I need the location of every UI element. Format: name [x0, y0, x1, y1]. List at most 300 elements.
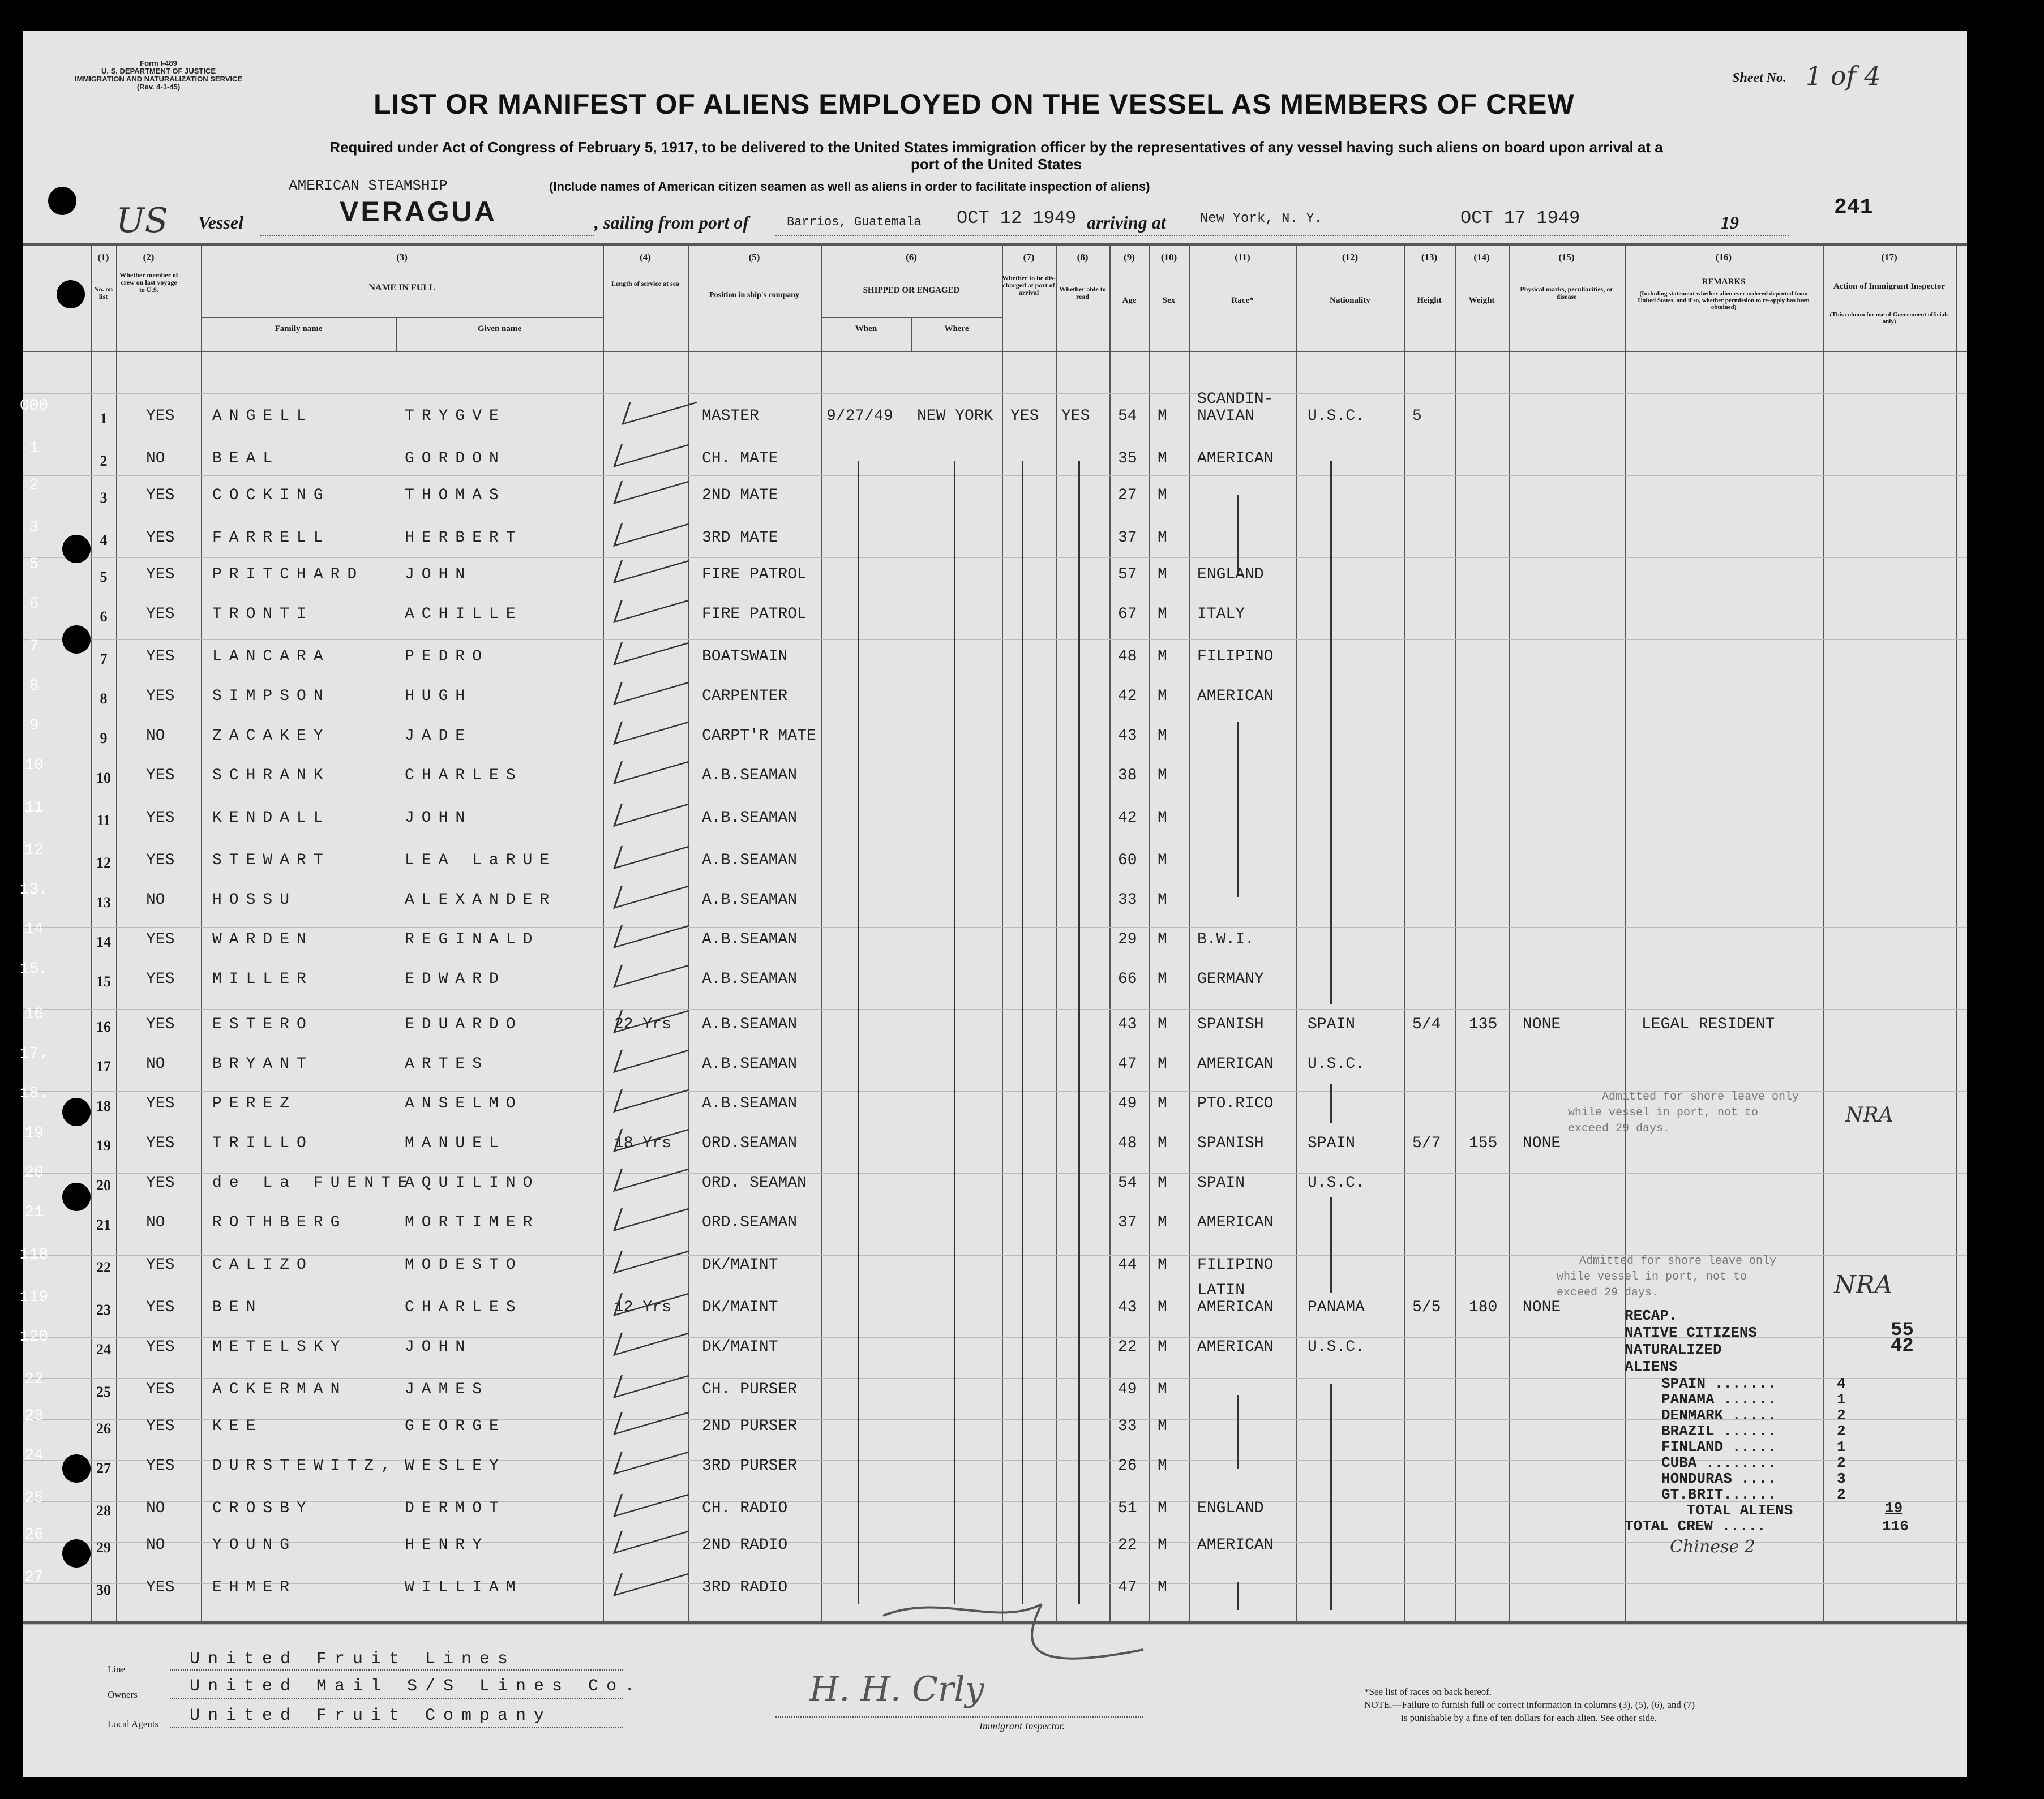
age-cell: 67 [1118, 606, 1137, 623]
age-cell: 54 [1118, 407, 1137, 425]
margin-number: 12 [24, 841, 44, 859]
col-num: (4) [640, 252, 651, 263]
sex-cell: M [1158, 1214, 1167, 1231]
last-voyage-cell: YES [146, 1174, 175, 1192]
row-number: 2 [100, 453, 108, 469]
row-number: 26 [96, 1420, 111, 1437]
col-num: (15) [1558, 252, 1575, 263]
race-cell: SPANISH [1197, 1135, 1264, 1152]
age-cell: 43 [1118, 1299, 1137, 1316]
weight-cell: 135 [1469, 1016, 1498, 1033]
sex-cell: M [1158, 1299, 1167, 1316]
sex-cell: M [1158, 606, 1167, 623]
margin-number: 2 [29, 476, 39, 494]
fine-note-2: is punishable by a fine of ten dollars for each alien. See other side. [1401, 1712, 1657, 1723]
agents-label: Local Agents [108, 1719, 159, 1729]
col-num: (16) [1715, 252, 1732, 263]
row-rule [23, 1173, 1967, 1174]
col-discharged-header: Whether to be dis-charged at port of arrival [1002, 274, 1056, 297]
sex-cell: M [1158, 852, 1167, 869]
nra-mark-1: NRA [1845, 1104, 1893, 1127]
last-voyage-cell: YES [146, 971, 175, 988]
check-mark [613, 943, 696, 988]
col-num: (9) [1124, 252, 1135, 263]
recap-item [1661, 1391, 1942, 1407]
family-name-cell: HOSSU [212, 891, 297, 909]
line-underline [170, 1669, 623, 1671]
recap-title: RECAP. [1625, 1307, 1678, 1324]
last-voyage-cell: YES [146, 1095, 175, 1113]
given-name-cell: TRYGVE [405, 407, 506, 425]
age-cell: 51 [1118, 1500, 1137, 1517]
table-top-border [23, 243, 1967, 246]
read-cell: YES [1061, 407, 1090, 425]
when-cell: 9/27/49 [826, 407, 893, 425]
position-cell: A.B.SEAMAN [702, 931, 798, 948]
family-name-cell: DURSTEWITZ, [212, 1457, 398, 1475]
given-name-cell: HUGH [405, 688, 473, 705]
given-name-cell: THOMAS [405, 487, 506, 504]
sex-cell: M [1158, 450, 1167, 467]
sex-cell: M [1158, 487, 1167, 504]
column-divider [1455, 243, 1456, 1621]
given-name-cell: WESLEY [405, 1457, 506, 1475]
last-voyage-cell: YES [146, 1016, 175, 1033]
inspector-signature: H. H. Crly [809, 1669, 984, 1709]
row-number: 10 [96, 770, 111, 786]
last-voyage-cell: YES [146, 1381, 175, 1398]
position-cell: 2ND RADIO [702, 1536, 788, 1554]
check-mark [613, 1229, 696, 1274]
row-number: 21 [96, 1217, 111, 1233]
family-name-cell: ROTHBERG [212, 1214, 348, 1231]
position-cell: MASTER [702, 407, 759, 425]
position-cell: ORD.SEAMAN [702, 1135, 798, 1152]
service-cell: 18 Yrs [614, 1135, 671, 1152]
agents-underline [170, 1727, 623, 1728]
check-mark [622, 380, 705, 425]
col-weight-header: Weight [1468, 296, 1495, 305]
race-cell: AMERICAN [1197, 1055, 1274, 1073]
recap-total-aliens-value: 19 [1885, 1500, 1903, 1517]
last-voyage-cell: YES [146, 767, 175, 784]
check-mark [613, 502, 696, 547]
margin-number: 17. [19, 1045, 49, 1063]
last-voyage-cell: YES [146, 1135, 175, 1152]
position-cell: DK/MAINT [702, 1256, 778, 1274]
recap-total-crew-label: TOTAL CREW ..... [1625, 1518, 1766, 1535]
weight-cell: 180 [1469, 1299, 1498, 1316]
family-name-cell: STEWART [212, 852, 331, 869]
recap-item-value: 1 [1837, 1439, 1846, 1455]
stamp-number: 241 [1834, 195, 1873, 220]
recap-items [1625, 1375, 1942, 1502]
subheader-divider [396, 317, 397, 351]
age-cell: 66 [1118, 971, 1137, 988]
note-line: while vessel in port, not to [1568, 1106, 1759, 1119]
age-cell: 29 [1118, 931, 1137, 948]
sail-date: OCT 12 1949 [957, 208, 1077, 229]
recap-item-label: SPAIN ....... [1661, 1375, 1776, 1392]
race-cell: NAVIAN [1197, 407, 1254, 425]
margin-number: 10 [24, 757, 44, 774]
ditto-line [1330, 1197, 1332, 1293]
agents-value: United Fruit Company [190, 1706, 552, 1725]
margin-number: 26 [24, 1526, 44, 1544]
margin-number: 120 [19, 1328, 49, 1346]
family-name-cell: MILLER [212, 971, 314, 988]
check-mark [613, 1354, 696, 1398]
arriving-label: arriving at [1087, 212, 1166, 233]
given-name-cell: HERBERT [405, 529, 523, 547]
margin-number: 5 [29, 556, 39, 573]
last-voyage-cell: YES [146, 1418, 175, 1435]
vessel-flag: AMERICAN STEAMSHIP [289, 177, 448, 194]
recap-item-label: CUBA ........ [1661, 1454, 1776, 1471]
row-number: 8 [100, 690, 108, 707]
given-name-cell: DERMOT [405, 1500, 506, 1517]
arrive-date: OCT 17 1949 [1460, 208, 1580, 229]
last-voyage-cell: NO [146, 891, 165, 909]
col-num: (13) [1421, 252, 1438, 263]
binder-hole [62, 625, 91, 654]
position-cell: A.B.SEAMAN [702, 1095, 798, 1113]
col-num: (5) [748, 252, 760, 263]
row-number: 11 [96, 812, 111, 828]
margin-number: 6 [29, 595, 39, 613]
column-divider [1956, 243, 1957, 1621]
last-voyage-cell: YES [146, 1457, 175, 1475]
inspector-label: Immigrant Inspector. [979, 1720, 1065, 1732]
given-name-cell: REGINALD [405, 931, 540, 948]
sex-cell: M [1158, 1579, 1167, 1596]
margin-number: 9 [29, 717, 39, 735]
ditto-line [1237, 722, 1239, 897]
position-cell: 3RD PURSER [702, 1457, 798, 1475]
recap-item [1661, 1454, 1942, 1470]
check-mark [613, 1311, 696, 1356]
col-num: (1) [97, 252, 109, 263]
inspector-underline [775, 1716, 1143, 1718]
given-name-cell: MORTIMER [405, 1214, 540, 1231]
race-cell: ENGLAND [1197, 1500, 1264, 1517]
race-cell: SPAIN [1197, 1174, 1245, 1192]
service: IMMIGRATION AND NATURALIZATION SERVICE [74, 75, 243, 83]
check-mark [613, 423, 696, 467]
check-mark [613, 1390, 696, 1435]
given-name-cell: AQUILINO [405, 1174, 540, 1192]
col-num: (10) [1160, 252, 1177, 263]
last-voyage-cell: YES [146, 688, 175, 705]
sheet-label: Sheet No. [1732, 71, 1786, 85]
check-mark [613, 621, 696, 665]
signature-flourish [872, 1582, 1155, 1684]
binder-hole [48, 187, 76, 215]
given-name-cell: HENRY [405, 1536, 490, 1554]
col-given-name-header: Given name [477, 324, 522, 333]
sex-cell: M [1158, 648, 1167, 665]
race-cell: AMERICAN [1197, 1338, 1274, 1356]
col-action-subheader: (This column for use of Government officials only) [1829, 311, 1949, 325]
nationality-cell: SPAIN [1308, 1135, 1356, 1152]
column-divider [1002, 243, 1003, 1621]
column-divider [603, 243, 604, 1621]
family-name-cell: EHMER [212, 1579, 297, 1596]
family-name-cell: ZACAKEY [212, 727, 331, 745]
recap-item [1661, 1407, 1942, 1423]
note-line: exceed 29 days. [1568, 1122, 1670, 1135]
col-nationality-header: Nationality [1330, 296, 1370, 305]
column-divider [91, 243, 92, 1621]
family-name-cell: METELSKY [212, 1338, 348, 1356]
given-name-cell: JOHN [405, 566, 473, 583]
subtitle-include: (Include names of American citizen seamen as well as aliens in order to facilitate inspection of aliens) [549, 179, 1150, 194]
row-number: 23 [96, 1302, 111, 1318]
family-name-cell: CALIZO [212, 1256, 314, 1274]
recap-naturalized-label: NATURALIZED [1625, 1341, 1722, 1358]
family-name-cell: SCHRANK [212, 767, 331, 784]
race-footnote: *See list of races on back hereof. [1364, 1686, 1492, 1697]
ditto-line [954, 461, 955, 1604]
check-mark [613, 825, 696, 869]
position-cell: 2ND PURSER [702, 1418, 798, 1435]
given-name-cell: LEA LaRUE [405, 852, 557, 869]
row-number: 22 [96, 1259, 111, 1276]
position-cell: A.B.SEAMAN [702, 852, 798, 869]
recap-item-label: BRAZIL ...... [1661, 1423, 1776, 1440]
row-number: 12 [96, 855, 111, 871]
row-number: 6 [100, 608, 108, 625]
binder-hole [62, 535, 91, 563]
sailing-label: , sailing from port of [594, 212, 749, 233]
row-rule [23, 927, 1967, 928]
given-name-cell: MANUEL [405, 1135, 506, 1152]
note-line: while vessel in port, not to [1557, 1270, 1747, 1283]
age-cell: 33 [1118, 891, 1137, 909]
recap-item-label: GT.BRIT...... [1661, 1486, 1776, 1503]
recap-chinese-note: Chinese 2 [1670, 1537, 1755, 1557]
position-cell: 2ND MATE [702, 487, 778, 504]
recap-item-value: 1 [1837, 1391, 1846, 1408]
binder-hole [57, 280, 85, 308]
age-cell: 47 [1118, 1055, 1137, 1073]
recap-item-label: HONDURAS .... [1661, 1470, 1776, 1487]
recap-item [1661, 1439, 1942, 1454]
given-name-cell: PEDRO [405, 648, 490, 665]
row-number: 5 [100, 569, 108, 585]
given-name-cell: ANSELMO [405, 1095, 523, 1113]
family-name-cell: TRILLO [212, 1135, 314, 1152]
family-name-cell: de La FUENTE [212, 1174, 415, 1192]
col-num: (2) [143, 252, 155, 263]
age-cell: 27 [1118, 487, 1137, 504]
sex-cell: M [1158, 971, 1167, 988]
row-rule [23, 1009, 1967, 1010]
margin-number: 15. [19, 960, 49, 978]
row-number: 16 [96, 1019, 111, 1035]
family-name-cell: LANCARA [212, 648, 331, 665]
col-num: (12) [1342, 252, 1359, 263]
row-number: 13 [96, 894, 111, 911]
check-mark [613, 904, 696, 948]
last-voyage-cell: YES [146, 1256, 175, 1274]
route-underline [775, 235, 1789, 236]
race-cell: AMERICAN [1197, 688, 1274, 705]
race-cell: ENGLAND [1197, 566, 1264, 583]
position-cell: 3RD MATE [702, 529, 778, 547]
sex-cell: M [1158, 1095, 1167, 1113]
family-name-cell: BEN [212, 1299, 263, 1316]
check-mark [613, 460, 696, 504]
shore-leave-note-2 [1557, 1253, 1776, 1301]
position-cell: CH. MATE [702, 450, 778, 467]
service-cell: 12 Yrs [614, 1299, 671, 1316]
last-voyage-cell: YES [146, 407, 175, 425]
row-number: 7 [100, 651, 108, 667]
column-divider [1109, 243, 1111, 1621]
family-name-cell: KEE [212, 1418, 263, 1435]
check-mark [613, 578, 696, 623]
age-cell: 37 [1118, 529, 1137, 547]
position-cell: ORD.SEAMAN [702, 1214, 798, 1231]
age-cell: 49 [1118, 1381, 1137, 1398]
margin-number: 118 [19, 1246, 49, 1264]
margin-number: 000 [19, 397, 49, 415]
position-cell: A.B.SEAMAN [702, 767, 798, 784]
marks-cell: NONE [1523, 1299, 1561, 1316]
margin-number: 23 [24, 1407, 44, 1425]
recap-aliens-label: ALIENS [1625, 1358, 1678, 1375]
col-marks-header: Physical marks, peculiarities, or disease [1520, 285, 1613, 300]
check-mark [613, 782, 696, 827]
given-name-cell: ACHILLE [405, 606, 523, 623]
last-voyage-cell: NO [146, 727, 165, 745]
col-num: (8) [1077, 252, 1089, 263]
position-cell: A.B.SEAMAN [702, 809, 798, 827]
row-rule [23, 639, 1967, 640]
age-cell: 49 [1118, 1095, 1137, 1113]
family-name-cell: KENDALL [212, 809, 331, 827]
margin-number: 1 [29, 440, 39, 457]
race-cell: LATIN [1197, 1282, 1245, 1299]
race-cell: B.W.I. [1197, 931, 1254, 948]
to-port: New York, N. Y. [1200, 211, 1323, 226]
recap-item-value: 4 [1837, 1375, 1846, 1392]
check-mark [613, 864, 696, 909]
age-cell: 22 [1118, 1338, 1137, 1356]
check-mark [613, 1509, 696, 1554]
owners-underline [170, 1698, 623, 1699]
col-action-header: Action of Immigrant Inspector [1833, 282, 1946, 291]
sex-cell: M [1158, 1256, 1167, 1274]
race-cell: SPANISH [1197, 1016, 1264, 1033]
column-divider [1149, 243, 1150, 1621]
last-voyage-cell: YES [146, 487, 175, 504]
given-name-cell: ALEXANDER [405, 891, 557, 909]
row-number: 25 [96, 1384, 111, 1400]
column-divider [1296, 243, 1297, 1621]
margin-number: 22 [24, 1371, 44, 1388]
row-number: 24 [96, 1341, 111, 1358]
check-mark [613, 1472, 696, 1517]
recap-item-value: 3 [1837, 1470, 1846, 1487]
last-voyage-cell: NO [146, 450, 165, 467]
recap-total-crew-value: 116 [1882, 1518, 1909, 1535]
col-where-header: Where [944, 324, 969, 333]
col-num: (11) [1235, 252, 1250, 263]
manifest-sheet [19, 31, 1967, 1777]
family-name-cell: SIMPSON [212, 688, 331, 705]
row-rule [23, 393, 1967, 394]
given-name-cell: JAMES [405, 1381, 490, 1398]
last-voyage-cell: NO [146, 1500, 165, 1517]
age-cell: 43 [1118, 1016, 1137, 1033]
check-mark [613, 700, 696, 745]
ditto-line [1237, 495, 1239, 574]
subtitle-port: port of the United States [911, 156, 1082, 173]
age-cell: 44 [1118, 1256, 1137, 1274]
last-voyage-cell: NO [146, 1214, 165, 1231]
column-divider [688, 243, 689, 1621]
race-cell: AMERICAN [1197, 1299, 1274, 1316]
recap-total-aliens-label: TOTAL ALIENS [1687, 1502, 1793, 1519]
check-mark [613, 1068, 696, 1113]
last-voyage-cell: YES [146, 852, 175, 869]
sex-cell: M [1158, 566, 1167, 583]
margin-number: 27 [24, 1569, 44, 1586]
col-num: (3) [396, 252, 408, 263]
column-divider [1509, 243, 1510, 1621]
discharged-cell: YES [1010, 407, 1039, 425]
vessel-underline [260, 235, 594, 236]
position-cell: A.B.SEAMAN [702, 1055, 798, 1073]
col-race-header: Race* [1231, 296, 1254, 305]
row-number: 15 [96, 973, 111, 990]
margin-number: 7 [29, 638, 39, 655]
page-title: LIST OR MANIFEST OF ALIENS EMPLOYED ON THE VESSEL AS MEMBERS OF CREW [374, 88, 1575, 120]
position-cell: DK/MAINT [702, 1299, 778, 1316]
owners-value: United Mail S/S Lines Co. [190, 1677, 643, 1696]
sex-cell: M [1158, 891, 1167, 909]
family-name-cell: FARRELL [212, 529, 331, 547]
recap-item-value: 2 [1837, 1423, 1846, 1440]
race-cell: GERMANY [1197, 971, 1264, 988]
where-cell: NEW YORK [917, 407, 993, 425]
shore-leave-note-1 [1568, 1089, 1799, 1137]
last-voyage-cell: YES [146, 1299, 175, 1316]
nationality-cell: U.S.C. [1308, 407, 1365, 425]
col-when-header: When [855, 324, 877, 333]
recap-native-label: NATIVE CITIZENS [1625, 1324, 1758, 1341]
family-name-cell: BEAL [212, 450, 280, 467]
last-voyage-cell: YES [146, 566, 175, 583]
vessel-prefix: US [116, 201, 168, 241]
family-name-cell: TRONTI [212, 606, 314, 623]
race-cell: PTO.RICO [1197, 1095, 1274, 1113]
column-divider [1056, 243, 1057, 1621]
col-read-header: Whether able to read [1059, 285, 1106, 300]
row-number: 9 [100, 730, 108, 746]
subheader-divider [911, 317, 912, 351]
row-number: 29 [96, 1539, 111, 1556]
line-value: United Fruit Lines [190, 1650, 516, 1669]
col-shipped-header: SHIPPED OR ENGAGED [863, 286, 960, 295]
family-name-cell: BRYANT [212, 1055, 314, 1073]
margin-number: 25 [24, 1489, 44, 1507]
col-name-header: NAME IN FULL [368, 283, 435, 293]
last-voyage-cell: YES [146, 606, 175, 623]
age-cell: 35 [1118, 450, 1137, 467]
